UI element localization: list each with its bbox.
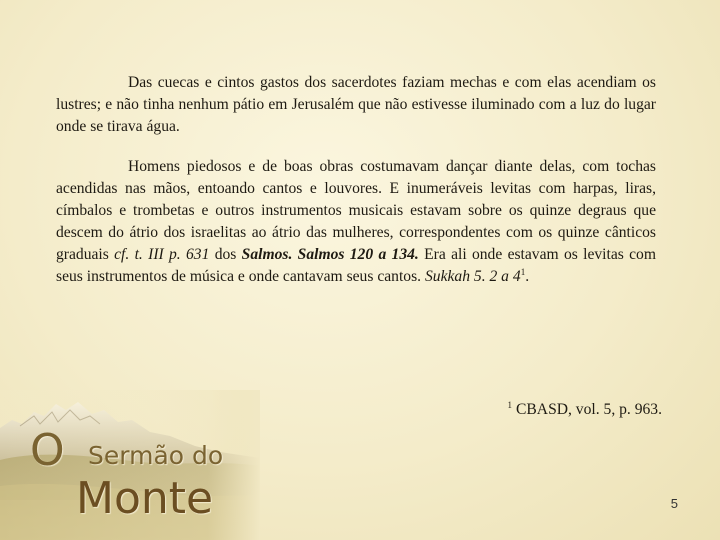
reference-sukkah: Sukkah 5. 2 a 4 xyxy=(424,268,521,285)
paragraph-1-text: Das cuecas e cintos gastos dos sacerdotes faziam mechas e com elas acendiam os lustres; e não tinha nenhum pátio em Jerusalém que não estivesse iluminado com a luz do lugar onde se tirava água. xyxy=(56,74,656,135)
footnote-marker: 1 xyxy=(507,399,512,410)
logo-letter-o: O xyxy=(30,425,65,476)
slide-body xyxy=(56,72,656,306)
sermao-do-monte-logo xyxy=(0,390,260,540)
logo-monte: Monte xyxy=(76,473,214,524)
paragraph-2-text-1: Homens piedosos e de boas obras costumavam dançar diante delas, com tochas acendidas nas mãos, entoando cantos e louvores. E inumeráveis levitas com harpas, liras, címbalos e trombetas e outros instrumentos musicais estavam sobre os quinze degraus que descem do átrio dos israelitas ao átrio das mulheres, correspondentes com os quinze cânticos graduais xyxy=(56,158,656,263)
page-number: 5 xyxy=(670,496,678,511)
paragraph-2-text-3: Era ali onde estavam os levitas com seus instrumentos de música e onde cantavam seus cantos. xyxy=(56,246,656,285)
paragraph-1 xyxy=(56,72,656,138)
paragraph-2-text-2: dos xyxy=(209,246,242,263)
footnote-text: CBASD, vol. 5, p. 963. xyxy=(516,401,662,418)
paragraph-2 xyxy=(56,156,656,288)
footnote xyxy=(508,399,663,421)
logo-sermao-do: Sermão do xyxy=(88,441,224,470)
logo-text xyxy=(0,390,260,540)
footnote-reference: 1 xyxy=(520,266,526,277)
reference-salmos: Salmos. Salmos 120 a 134. xyxy=(241,246,419,263)
reference-cf: cf. t. III p. 631 xyxy=(114,246,210,263)
paragraph-2-end: . xyxy=(525,268,530,285)
